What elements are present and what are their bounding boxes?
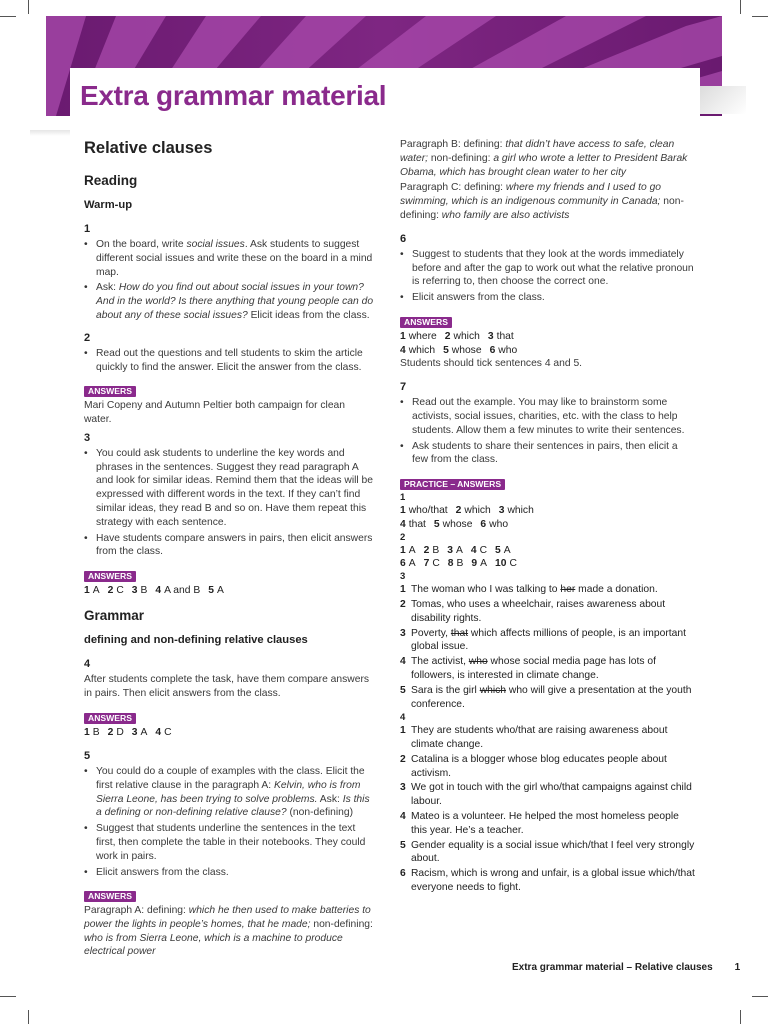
answer-row: [84, 726, 374, 740]
page-number: 1: [734, 962, 741, 973]
exercise-number: 2: [84, 331, 91, 344]
answer-cell: 3 B: [131, 584, 148, 596]
practice-number: 1: [400, 491, 406, 503]
answer-sentence: 1 They are students who/that are raising awareness about climate change.: [400, 725, 668, 751]
answer-cell: 2 which: [444, 330, 480, 342]
page-curl-shadow: [700, 86, 746, 114]
answer-cell: 1 B: [84, 727, 100, 739]
answers-badge: ANSWERS: [84, 713, 136, 724]
answer-cell: 2 which: [455, 504, 491, 516]
exercise-number: 6: [400, 232, 407, 245]
answer-sentence: 3 We got in touch with the girl who/that campaigns against child labour.: [400, 782, 692, 808]
answer-cell: 6 A: [400, 558, 416, 570]
answer-cell: 5 whose: [443, 344, 482, 356]
exercise-number: 1: [84, 223, 91, 235]
page-curl-shadow: [30, 130, 70, 136]
answer-sentence: 3 Poverty, that which affects millions of people, is an important global issue.: [400, 627, 686, 653]
answer-cell: 9 A: [471, 558, 487, 570]
bullet-item: • Elicit answers from the class.: [400, 291, 696, 305]
answer-cell: 7 C: [423, 558, 440, 570]
page-footer: [512, 962, 740, 973]
crop-mark: [740, 1010, 741, 1024]
answer-cell: 3 that: [487, 330, 514, 342]
practice-number: 2: [400, 531, 406, 543]
exercise-number: 7: [400, 381, 407, 394]
answer-cell: 5 A: [495, 544, 511, 556]
bullet-item: • Ask students to share their sentences in pairs, then elicit a few from the class.: [400, 440, 696, 468]
answer-text: Paragraph A: defining: which he then used to make batteries to power the lights in people’s homes, that he made; non-defining: who is from Sierra Leone, which is a machine to produce electrical power: [84, 905, 373, 958]
answers-badge: ANSWERS: [84, 571, 136, 582]
answer-row: [400, 544, 696, 558]
answer-cell: 1 A: [84, 584, 100, 596]
grammar-subheading: defining and non-defining relative clauses: [84, 633, 308, 646]
answer-sentence: 4 The activist, who whose social media page has lots of followers, is interested in climate change.: [400, 656, 656, 681]
answer-cell: 6 who: [489, 344, 518, 356]
footer-title: Extra grammar material – Relative clauses: [512, 962, 713, 973]
answer-row: [400, 557, 696, 571]
answer-cell: 3 which: [498, 504, 534, 516]
answer-cell: 4 A and B: [155, 584, 201, 596]
practice-list: [400, 583, 696, 711]
answer-row: [400, 518, 696, 532]
right-column: [400, 138, 696, 896]
left-column: [84, 138, 374, 961]
bullet-item: • Have students compare answers in pairs, then elicit answers from the class.: [84, 532, 374, 560]
bullet-item: • Suggest that students underline the sentences in the text first, then complete the table in their notebooks. They could work in pairs.: [84, 822, 374, 863]
answer-cell: 1 A: [400, 544, 416, 556]
practice-number: 4: [400, 712, 406, 724]
warmup-heading: Warm-up: [84, 199, 133, 211]
grammar-heading: Grammar: [84, 607, 145, 623]
answer-cell: 2 D: [107, 727, 124, 739]
crop-mark: [28, 0, 29, 14]
bullet-item: • Read out the example. You may like to brainstorm some activists, social issues, charities, etc. with the class to help students. Allow them a few minutes to write their sentences.: [400, 396, 696, 437]
answer-sentence: 6 Racism, which is wrong and unfair, is a global issue which/that everyone needs to fight.: [400, 868, 695, 894]
answer-cell: 10 C: [495, 558, 517, 570]
crop-mark: [752, 16, 768, 17]
answer-cell: 6 who: [480, 518, 509, 530]
answer-cell: 8 B: [447, 558, 464, 570]
instruction-text: After students complete the task, have them compare answers in pairs. Then elicit answers from the class.: [84, 673, 370, 699]
answer-cell: 4 C: [155, 727, 172, 739]
answer-cell: 3 A: [447, 544, 463, 556]
answer-sentence: 4 Mateo is a volunteer. He helped the most homeless people this year. He’s a teacher.: [400, 811, 679, 836]
bullet-item: • Read out the questions and tell students to skim the article quickly to find the answer. Elicit the answer from the class.: [84, 347, 374, 375]
crop-mark: [0, 996, 16, 997]
answer-sentence: 1 The woman who I was talking to her made a donation.: [400, 584, 658, 596]
exercise-number: 3: [84, 431, 91, 444]
bullet-item: • Elicit answers from the class.: [84, 866, 374, 880]
section-title: Relative clauses: [84, 139, 213, 157]
bullet-item: • You could do a couple of examples with the class. Elicit the first relative clause in the paragraph A: Kelvin, who is from Sierra Leone, has been trying to solve problems. Ask: Is this a defining or non-defining relative clause? (non-defining): [84, 765, 374, 820]
bullet-item: • Suggest to students that they look at the words immediately before and after the gap to work out what the relative pronoun is referring to, then choose the correct one.: [400, 248, 696, 289]
crop-mark: [0, 16, 16, 17]
bullet-item: • On the board, write social issues. Ask students to suggest different social issues and write these on the board in a mind map.: [84, 238, 374, 279]
practice-list: [400, 724, 696, 895]
crop-mark: [740, 0, 741, 14]
answer-cell: 1 where: [400, 330, 437, 342]
bullet-item: • You could ask students to underline the key words and phrases in the sentences. Suggest they read paragraph A and look for similar ideas. Remind them that the ideas will be expressed with different words in the text. If they can’t find similar ideas, they read B and so on. Have them repeat this strategy with each sentence.: [84, 447, 374, 530]
answer-note: Students should tick sentences 4 and 5.: [400, 358, 583, 370]
practice-number: 3: [400, 571, 406, 583]
reading-heading: Reading: [84, 173, 138, 188]
answer-cell: 5 whose: [433, 518, 473, 530]
exercise-number: 4: [84, 657, 91, 670]
answer-cell: 1 who/that: [400, 504, 448, 516]
bullet-item: • Ask: How do you find out about social issues in your town? And in the world? Is there anything that young people can do about any of these social issues? Elicit ideas from the class.: [84, 281, 374, 322]
answer-text: Paragraph B: defining: that didn’t have access to safe, clean water; non-defining: a girl who wrote a letter to President Barak Obama, which has brought clean water to her city: [400, 139, 688, 178]
answer-cell: 4 that: [400, 518, 426, 530]
answer-row: [400, 330, 696, 344]
answer-row: [84, 584, 374, 598]
answer-cell: 3 A: [131, 727, 148, 739]
crop-mark: [28, 1010, 29, 1024]
answer-sentence: 5 Sara is the girl which who will give a presentation at the youth conference.: [400, 684, 692, 710]
practice-answers-badge: PRACTICE – ANSWERS: [400, 479, 505, 490]
answer-text: Mari Copeny and Autumn Peltier both campaign for clean water.: [84, 400, 346, 425]
answer-sentence: 2 Tomas, who uses a wheelchair, raises awareness about disability rights.: [400, 598, 666, 624]
exercise-number: 5: [84, 749, 91, 762]
answer-text: Paragraph C: defining: where my friends and I used to go swimming, which is an indigenous community in Canada; non-defining: who family are also activists: [400, 182, 684, 221]
answer-cell: 4 C: [470, 544, 487, 556]
crop-mark: [752, 996, 768, 997]
answer-row: [400, 504, 696, 518]
answer-sentence: 5 Gender equality is a social issue which/that I feel very strongly about.: [400, 839, 695, 865]
page-title: Extra grammar material: [80, 80, 387, 111]
answers-badge: ANSWERS: [400, 317, 452, 328]
answer-row: [400, 344, 696, 358]
answers-badge: ANSWERS: [84, 386, 136, 397]
answer-cell: 2 B: [423, 544, 440, 556]
answer-cell: 5 A: [208, 584, 224, 596]
answers-badge: ANSWERS: [84, 891, 136, 902]
answer-sentence: 2 Catalina is a blogger whose blog educates people about activism.: [400, 753, 667, 779]
answer-cell: 4 which: [400, 344, 436, 356]
answer-cell: 2 C: [107, 584, 124, 596]
